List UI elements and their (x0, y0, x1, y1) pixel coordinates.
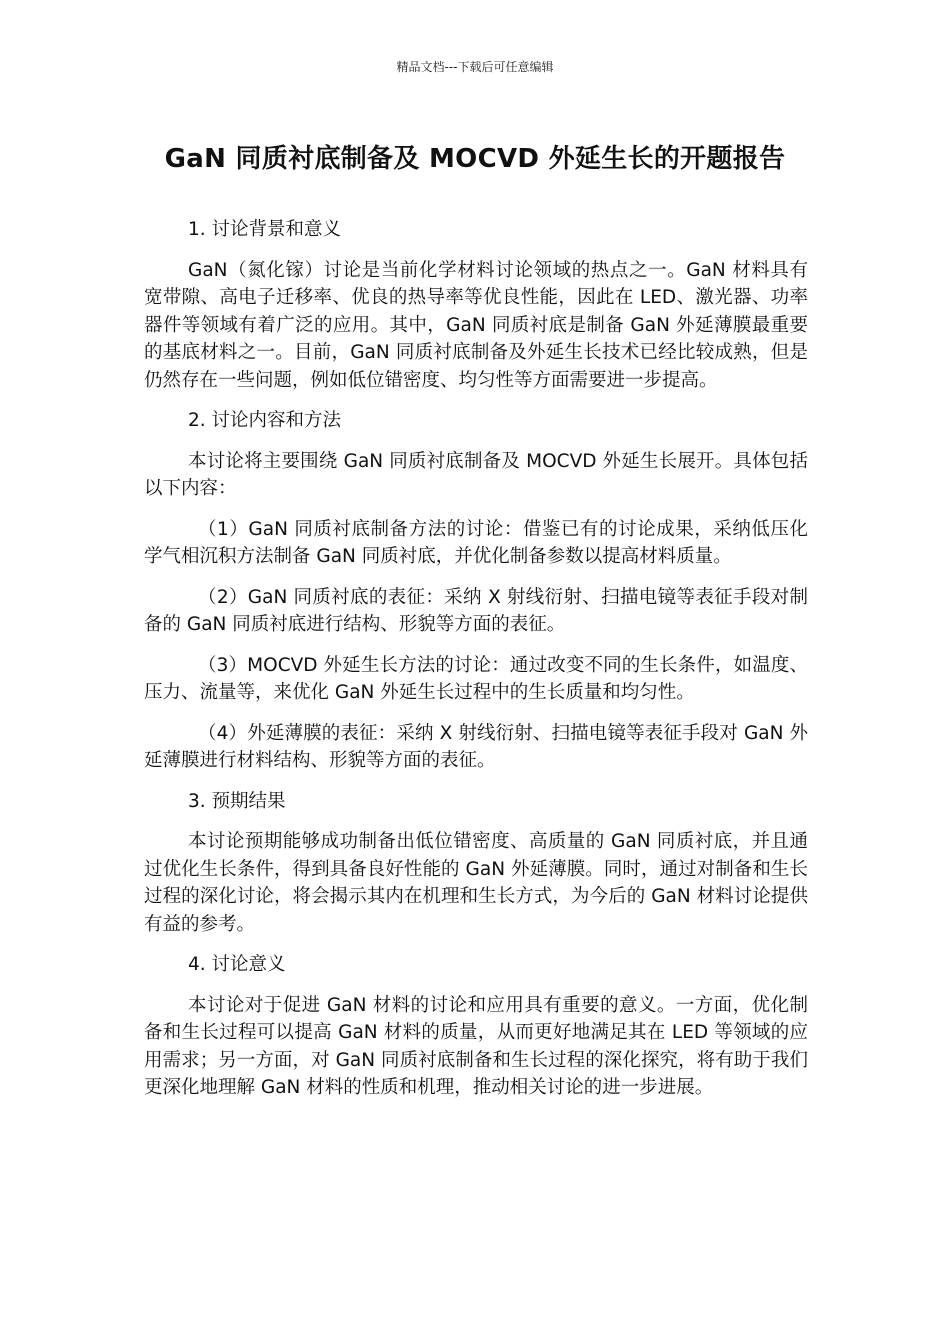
section-heading-expected-results: 3. 预期结果 (188, 790, 286, 812)
paragraph-expected-results: 本讨论预期能够成功制备出低位错密度、高质量的 GaN 同质衬底，并且通过优化生长条件，得到具备良好性能的 GaN 外延薄膜。同时，通过对制备和生长过程的深化讨论，将会揭示其内在机理和生长方式，为今后的 GaN 材料讨论提供有益的参考。 (144, 831, 808, 935)
list-item-substrate-preparation: （1）GaN 同质衬底制备方法的讨论：借鉴已有的讨论成果，采纳低压化学气相沉积方法制备 GaN 同质衬底，并优化制备参数以提高材料质量。 (144, 518, 808, 567)
section-heading-background: 1. 讨论背景和意义 (188, 219, 342, 240)
paragraph-background: GaN（氮化镓）讨论是当前化学材料讨论领域的热点之一。GaN 材料具有宽带隙、高电子迁移率、优良的热导率等优良性能，因此在 LED、激光器、功率器件等领域有着广泛的应用。其中，GaN 同质衬底是制备 GaN 外延薄膜最重要的基底材料之一。目前，GaN 同质衬底制备及外延生长技术已经比较成熟，但是仍然存在一些问题，例如低位错密度、均匀性等方面需要进一步提高。 (144, 259, 808, 391)
paragraph-content-methods: 本讨论将主要围绕 GaN 同质衬底制备及 MOCVD 外延生长展开。具体包括以下内容： (144, 450, 808, 499)
section-heading-significance: 4. 讨论意义 (188, 954, 286, 975)
document-body (144, 216, 808, 1115)
document-title: GaN 同质衬底制备及 MOCVD 外延生长的开题报告 (164, 144, 786, 174)
section-heading-content-methods: 2. 讨论内容和方法 (188, 410, 342, 431)
header-note: 精品文档---下载后可任意编辑 (396, 60, 554, 74)
list-item-substrate-characterization: （2）GaN 同质衬底的表征：采纳 X 射线衍射、扫描电镜等表征手段对制备的 GaN 同质衬底进行结构、形貌等方面的表征。 (144, 586, 808, 635)
list-item-film-characterization: （4）外延薄膜的表征：采纳 X 射线衍射、扫描电镜等表征手段对 GaN 外延薄膜进行材料结构、形貌等方面的表征。 (144, 722, 808, 771)
paragraph-significance: 本讨论对于促进 GaN 材料的讨论和应用具有重要的意义。一方面，优化制备和生长过程可以提高 GaN 材料的质量，从而更好地满足其在 LED 等领域的应用需求；另一方面，对 GaN 同质衬底制备和生长过程的深化探究，将有助于我们更深化地理解 GaN 材料的性质和机理，推动相关讨论的进一步进展。 (144, 994, 808, 1098)
list-item-mocvd-growth: （3）MOCVD 外延生长方法的讨论：通过改变不同的生长条件，如温度、压力、流量等，来优化 GaN 外延生长过程中的生长质量和均匀性。 (144, 654, 808, 703)
